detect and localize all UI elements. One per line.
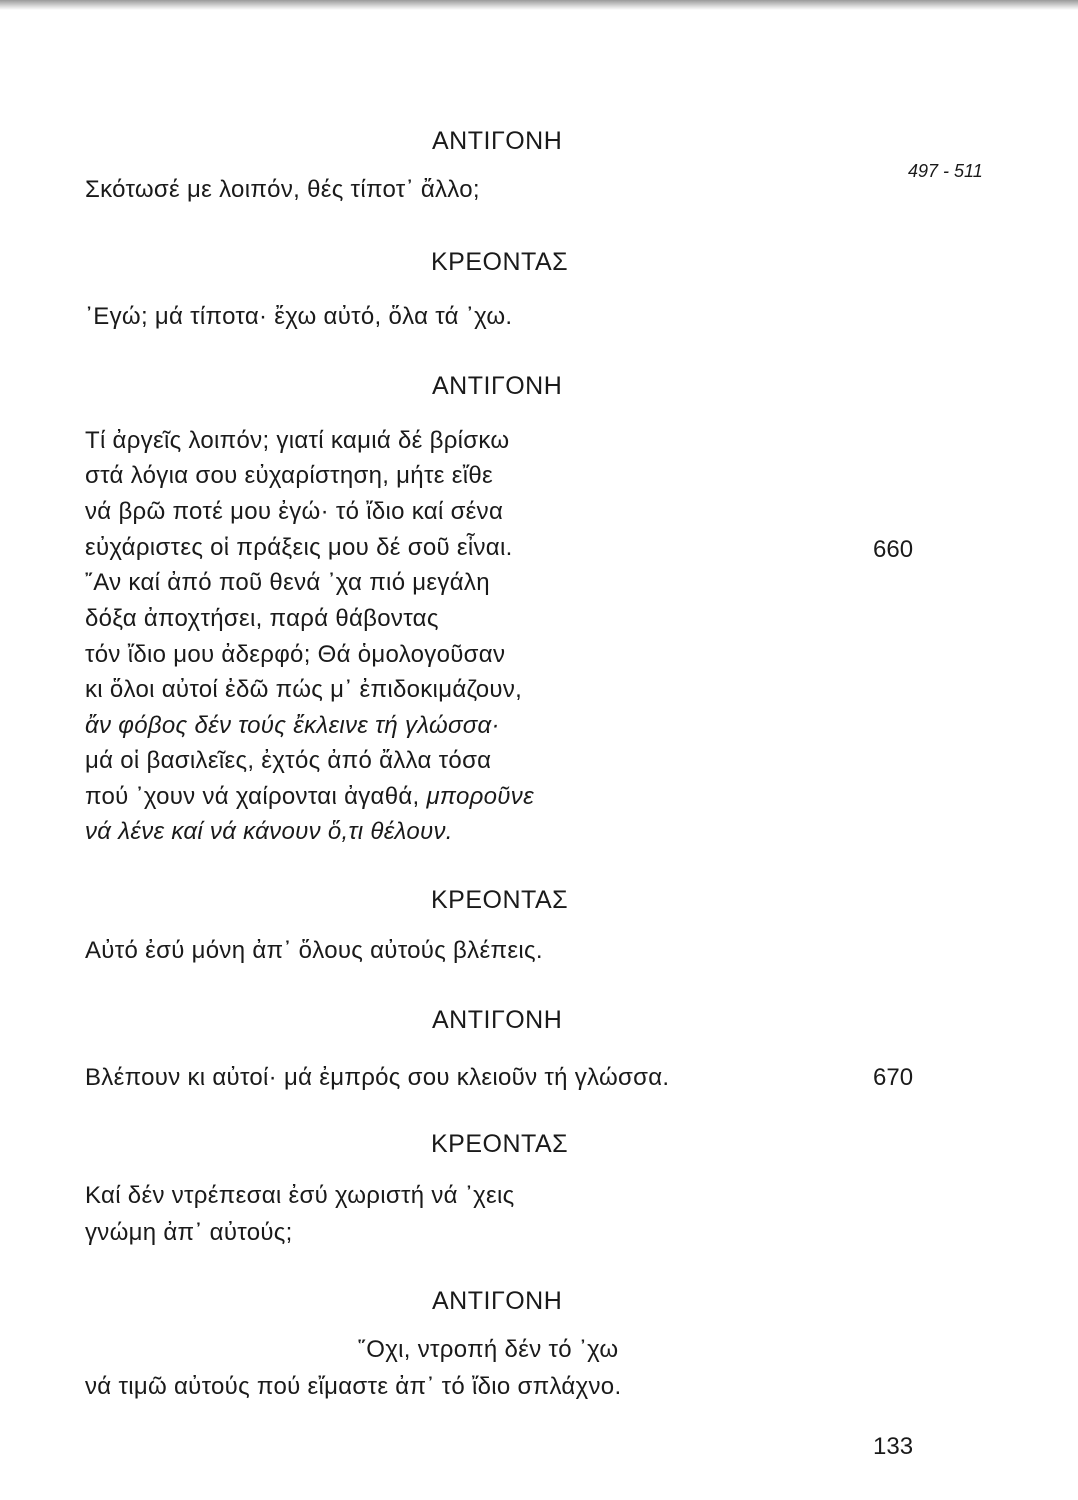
verse-line: Αὐτό ἐσύ μόνη ἀπ᾽ ὅλους αὐτούς βλέπεις.: [85, 937, 543, 964]
verse-line: εὐχάριστες οἱ πράξεις μου δέ σοῦ εἶναι.: [85, 534, 513, 561]
verse-line: ῎Αν καί ἀπό ποῦ θενά ᾽χα πιό μεγάλη: [85, 569, 490, 596]
verse-line-plain-part: πού ᾽χουν νά χαίρονται ἀγαθά,: [85, 783, 420, 810]
verse-line: Καί δέν ντρέπεσαι ἐσύ χωριστή νά ᾽χεις: [85, 1182, 515, 1209]
verse-line-italic-part: μποροῦνε: [426, 783, 534, 810]
line-number: 660: [873, 536, 914, 563]
page-number: 133: [873, 1433, 914, 1460]
verse-line-indented: ῞Οχι, ντροπή δέν τό ᾽χω: [358, 1336, 619, 1363]
verse-line: γνώμη ἀπ᾽ αὐτούς;: [85, 1219, 293, 1246]
verse-line: Σκότωσέ με λοιπόν, θές τίποτ᾽ ἄλλο;: [85, 176, 480, 203]
verse-line: στά λόγια σου εὐχαρίστηση, μήτε εἴθε: [85, 462, 493, 489]
verse-line: ᾽Εγώ; μά τίποτα· ἔχω αὐτό, ὅλα τά ᾽χω.: [85, 303, 513, 330]
verse-line: Τί ἀργεῖς λοιπόν; γιατί καμιά δέ βρίσκω: [85, 427, 510, 454]
speaker-name: ΑΝΤΙΓΟΝΗ: [432, 1006, 563, 1034]
speaker-name: ΑΝΤΙΓΟΝΗ: [432, 372, 563, 400]
verse-line: τόν ἴδιο μου ἀδερφό; Θά ὁμολογοῦσαν: [85, 641, 506, 668]
verse-line: κι ὅλοι αὐτοί ἐδῶ πώς μ᾽ ἐπιδοκιμάζουν,: [85, 676, 523, 703]
verse-line-mixed: [85, 783, 534, 811]
verse-reference: 497 - 511: [908, 161, 983, 181]
scan-edge: [0, 0, 1078, 10]
speaker-name: ΚΡΕΟΝΤΑΣ: [431, 886, 569, 914]
speaker-name: ΚΡΕΟΝΤΑΣ: [431, 1130, 569, 1158]
speaker-name: ΑΝΤΙΓΟΝΗ: [432, 1287, 563, 1315]
verse-line-italic: ἄν φόβος δέν τούς ἔκλεινε τή γλώσσα·: [85, 712, 500, 739]
verse-line: νά τιμῶ αὐτούς πού εἴμαστε ἀπ᾽ τό ἴδιο σπλάχνο.: [85, 1373, 622, 1400]
speaker-name: ΑΝΤΙΓΟΝΗ: [432, 127, 563, 155]
verse-line-italic: νά λένε καί νά κάνουν ὅ,τι θέλουν.: [85, 818, 453, 845]
speaker-name: ΚΡΕΟΝΤΑΣ: [431, 248, 569, 276]
verse-line: νά βρῶ ποτέ μου ἐγώ· τό ἴδιο καί σένα: [85, 498, 504, 525]
verse-line: δόξα ἀποχτήσει, παρά θάβοντας: [85, 605, 439, 632]
line-number: 670: [873, 1064, 914, 1091]
verse-line: μά οἱ βασιλεῖες, ἐχτός ἀπό ἄλλα τόσα: [85, 747, 492, 774]
verse-line: Βλέπουν κι αὐτοί· μά ἐμπρός σου κλειοῦν τή γλώσσα.: [85, 1064, 670, 1091]
